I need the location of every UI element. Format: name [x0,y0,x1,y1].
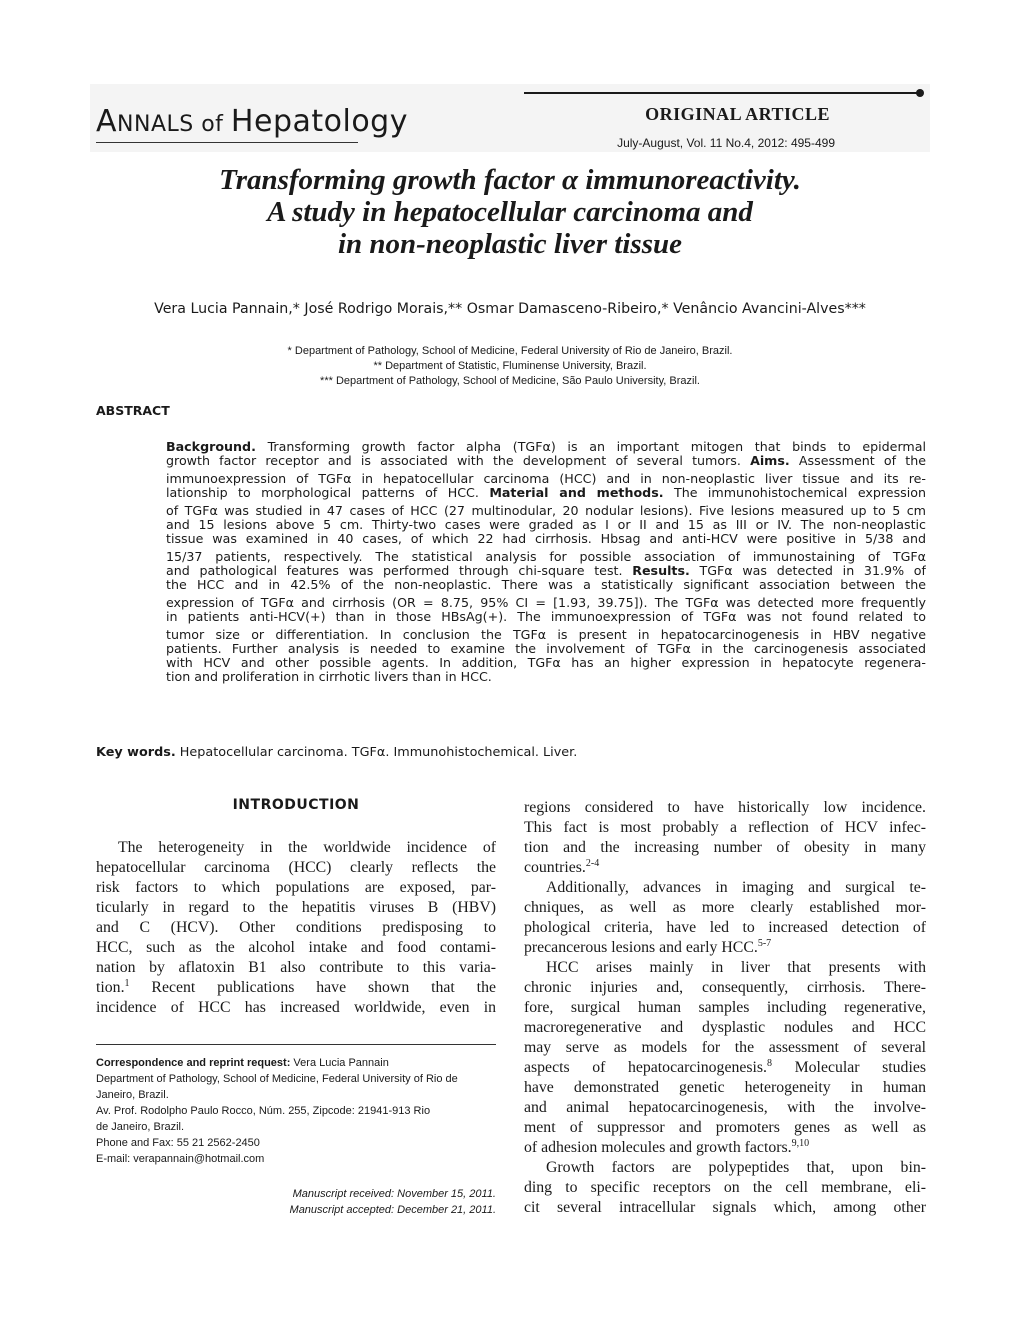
article-title [150,164,870,260]
journal-logo: ANNALS of Hepatology [96,104,408,139]
manuscript-received: Manuscript received: November 15, 2011. [292,1188,496,1200]
citation-ref: 1 [124,978,130,989]
affiliation: ** Department of Statistic, Fluminense University, Brazil. [373,360,647,372]
abstract-line: 15/37 patients, respectively. The statistical analysis for possible association of immunostaining of TGFα [166,550,926,564]
abstract-line: tumor size or differentiation. In conclusion the TGFα is present in hepatocarcinogenesis in HBV negative [166,628,926,642]
body-line: tion and the increasing number of obesity in many [524,839,926,856]
body-line: precancerous lesions and early HCC.$^{5-7}$ [524,938,772,956]
body-line: and C (HCV). Other conditions predisposing to [96,919,496,936]
body-line: may serve as models for the assessment of several [524,1039,926,1056]
affiliation: *** Department of Pathology, School of Medicine, São Paulo University, Brazil. [320,375,700,387]
correspondence-email: E-mail: verapannain@hotmail.com [96,1153,265,1165]
footnote-rule [96,1044,496,1045]
body-line: chniques, as well as more clearly established mor- [524,899,926,916]
correspondence-line: Janeiro, Brazil. [96,1089,169,1101]
logo-underline [96,142,358,143]
abstract-heading: ABSTRACT [96,403,170,418]
abstract-line: with HCV and other possible agents. In addition, TGFα has an higher expression in hepatocyte regenera- [166,656,926,670]
header-rule [524,92,920,94]
citation-ref: 8 [767,1058,773,1069]
body-line: phological criteria, have led to increased detection of [524,919,926,936]
title-line: Transforming growth factor α immunoreactivity. [219,164,801,196]
affiliations [150,344,870,389]
body-line: tion.$^1$ Recent publications have shown that the [96,978,496,996]
abstract-line: of TGFα was studied in 47 cases of HCC (27 multinodular, 20 nodular lesions). Five lesions measured up to 5 cm [166,504,926,518]
title-line: in non-neoplastic liver tissue [337,228,682,260]
abstract-line: the HCC and in 42.5% of the non-neoplastic. There was a statistically significant association between the [166,578,926,592]
body-line: HCC, such as the alcohol intake and food contami- [96,939,496,956]
body-line: This fact is most probably a reflection of HCV infec- [524,819,926,836]
abstract-line: immunoexpression of TGFα in hepatocellular carcinoma (HCC) and in non-neoplastic liver tissue and its re- [166,472,926,486]
body-line: incidence of HCC has increased worldwide, even in [96,999,496,1016]
header-dot [916,89,924,97]
correspondence-line: Department of Pathology, School of Medicine, Federal University of Rio de [96,1073,458,1085]
manuscript-dates [220,1186,496,1218]
abstract-line: lationship to morphological patterns of HCC. Material and methods. The immunohistochemical expression [166,486,926,500]
correspondence-line: Av. Prof. Rodolpho Paulo Rocco, Núm. 255, Zipcode: 21941-913 Rio [96,1105,431,1117]
body-line: aspects of hepatocarcinogenesis.$^8$ Molecular studies [524,1058,926,1076]
abstract-line: patients. Further analysis is needed to examine the involvement of TGFα in the carcinogenesis associated [166,642,926,656]
section-heading-introduction: INTRODUCTION [232,797,360,813]
body-line: The heterogeneity in the worldwide incidence of [118,839,496,856]
intro-right-column [524,798,926,1218]
body-line: nation by aflatoxin B1 also contribute to this varia- [96,959,496,976]
abstract-line: in patients anti-HCV(+) than in those HBsAg(+). The immunoexpression of TGFα was not found related to [166,610,926,624]
intro-left-column [96,838,496,1018]
body-line: hepatocellular carcinoma (HCC) clearly reflects the [96,859,496,876]
citation-ref: 9,10 [791,1138,810,1149]
body-line: ment of suppressor and promoters genes as well as [524,1119,926,1136]
abstract-line: expression of TGFα and cirrhosis (OR = 8.75, 95% CI = [1.93, 39.75]). The TGFα was detected more frequently [166,596,926,610]
body-line: regions considered to have historically low incidence. [524,799,926,816]
body-line: Additionally, advances in imaging and surgical te- [546,879,926,896]
body-line: countries.$^{2-4}$ [524,858,600,876]
body-line: have demonstrated genetic heterogeneity in human [524,1079,926,1096]
body-line: Growth factors are polypeptides that, upon bin- [546,1159,926,1176]
affiliation: * Department of Pathology, School of Medicine, Federal University of Rio de Janeiro, Brazil. [287,345,733,357]
body-line: chronic injuries and, consequently, cirrhosis. There- [524,979,926,996]
body-line: HCC arises mainly in liver that presents with [546,959,926,976]
body-line: of adhesion molecules and growth factors.$^{9,10}$ [524,1138,810,1156]
abstract-line: and 15 lesions above 5 cm. Thirty-two cases were graded as I or II and 15 as III or IV. The non-neoplastic [166,518,926,532]
author-list: Vera Lucia Pannain,* José Rodrigo Morais,** Osmar Damasceno-Ribeiro,* Venâncio Avancini-Alves*** [154,301,866,317]
manuscript-accepted: Manuscript accepted: December 21, 2011. [289,1204,496,1216]
body-line: ding to specific receptors on the cell membrane, eli- [524,1179,926,1196]
body-line: ticularly in regard to the hepatitis viruses B (HBV) [96,899,496,916]
keywords: Key words. Hepatocellular carcinoma. TGFα. Immunohistochemical. Liver. [96,745,578,760]
correspondence-title: Correspondence and reprint request: Vera Lucia Pannain [96,1057,389,1069]
body-line: risk factors to which populations are exposed, par- [96,879,496,896]
article-type: ORIGINAL ARTICLE [645,104,830,124]
correspondence-line: Phone and Fax: 55 21 2562-2450 [96,1137,260,1149]
issue-citation: July-August, Vol. 11 No.4, 2012: 495-499 [617,136,835,150]
citation-ref: 5-7 [757,938,772,949]
correspondence-line: de Janeiro, Brazil. [96,1121,185,1133]
abstract-body [166,440,926,684]
citation-ref: 2-4 [585,858,600,869]
abstract-line: tissue was examined in 40 cases, of which 22 had cirrhosis. Hbsag and anti-HCV were positive in 5/38 and [166,532,926,546]
abstract-line: growth factor receptor and is associated with the development of several tumors. Aims. Assessment of the [166,454,926,468]
body-line: macroregenerative and dysplastic nodules and HCC [524,1019,926,1036]
correspondence-block [96,1055,496,1167]
title-line: A study in hepatocellular carcinoma and [267,196,753,228]
abstract-line: Background. Transforming growth factor alpha (TGFα) is an important mitogen that binds to epidermal [166,440,926,454]
body-line: fore, surgical human samples including regenerative, [524,999,926,1016]
abstract-line: tion and proliferation in cirrhotic livers than in HCC. [166,670,492,684]
body-line: cit several intracellular signals which, among other [524,1199,926,1216]
abstract-line: and pathological features was performed through chi-square test. Results. TGFα was detected in 31.9% of [166,564,926,578]
body-line: and animal hepatocarcinogenesis, with the involve- [524,1099,926,1116]
